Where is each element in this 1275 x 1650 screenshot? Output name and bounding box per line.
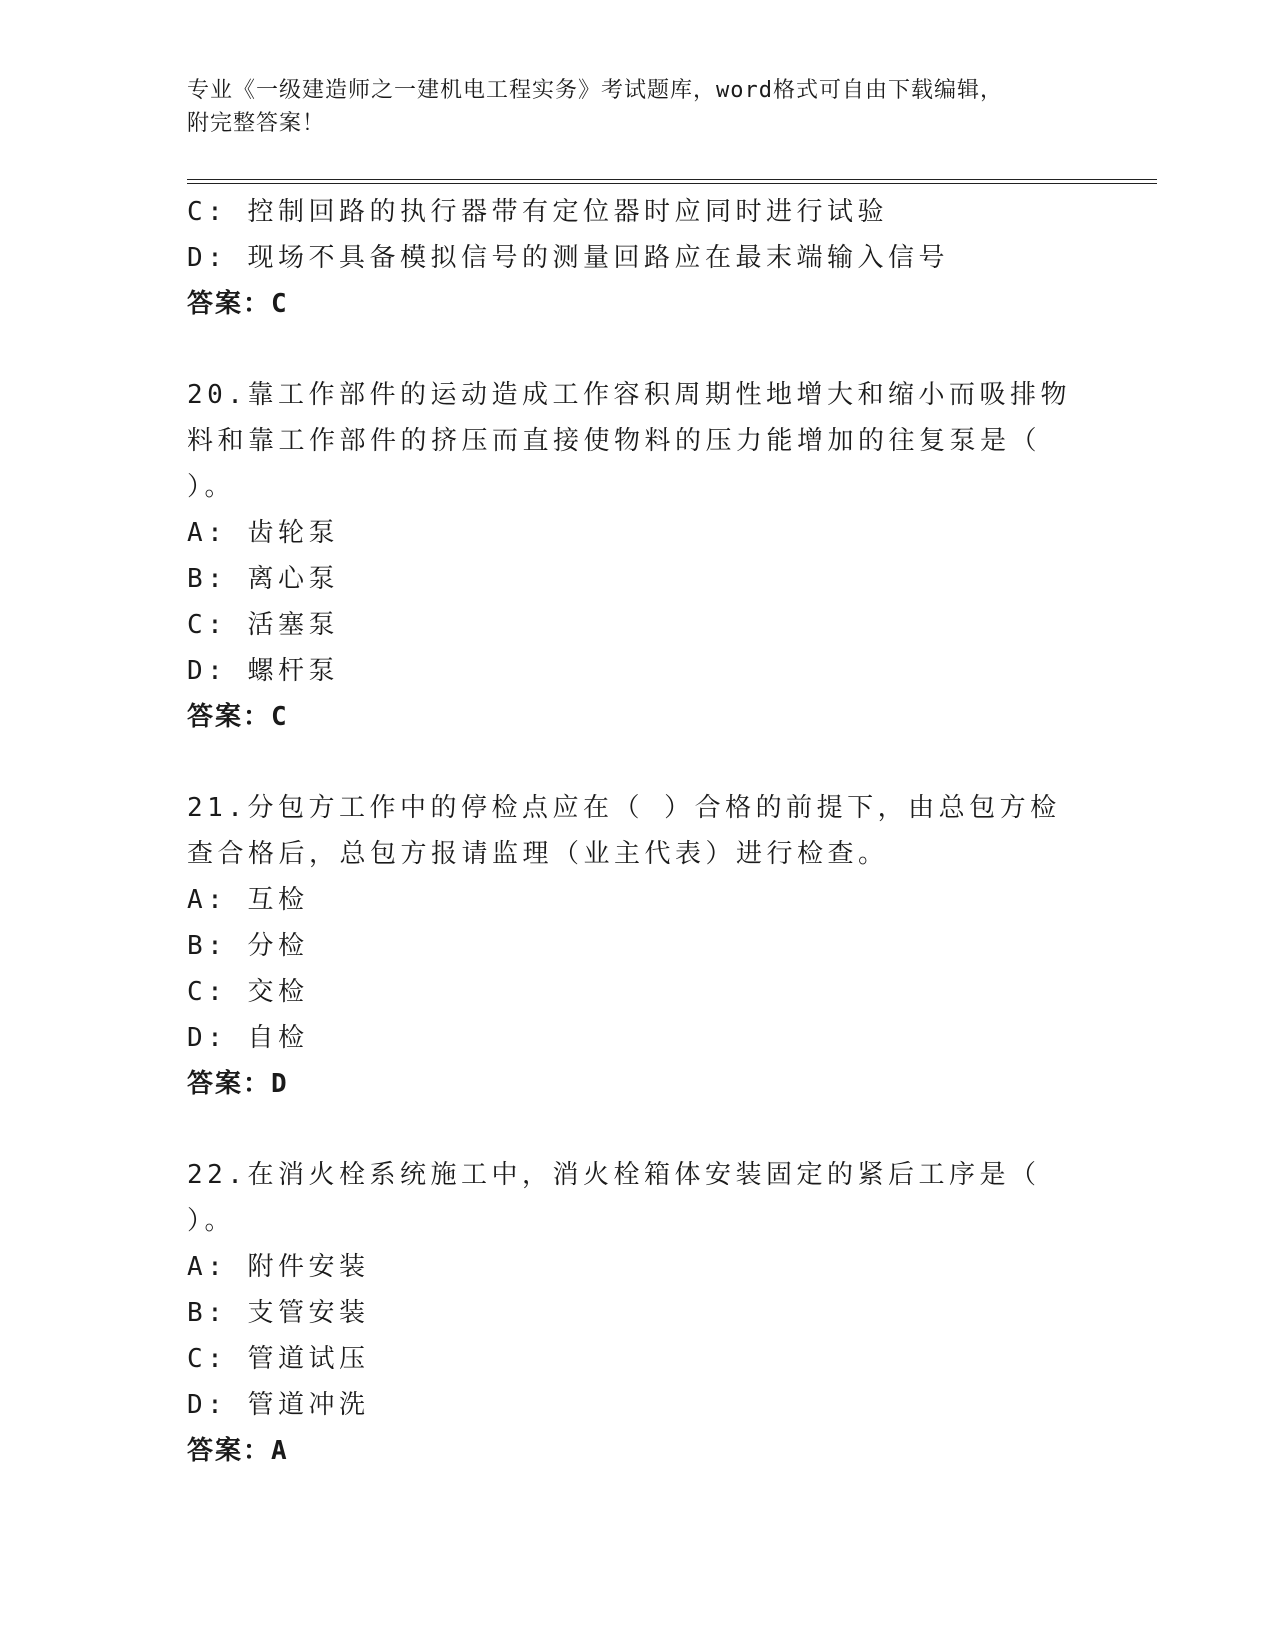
header-divider-bottom xyxy=(187,183,1157,184)
answer-line: 答案：D xyxy=(187,1069,289,1099)
option-b: B: 支管安装 xyxy=(187,1298,370,1328)
question-20 xyxy=(187,372,1087,740)
option-d: D: 现场不具备模拟信号的测量回路应在最末端输入信号 xyxy=(187,243,949,273)
option-c: C: 控制回路的执行器带有定位器时应同时进行试验 xyxy=(187,197,888,227)
question-continued xyxy=(187,189,1087,327)
question-stem: 22.在消火栓系统施工中，消火栓箱体安装固定的紧后工序是（ ）。 xyxy=(187,1160,1041,1236)
header-line-1: 专业《一级建造师之一建机电工程实务》考试题库，word格式可自由下载编辑， xyxy=(187,78,1003,103)
answer-line: 答案：C xyxy=(187,702,289,732)
option-a: A: 互检 xyxy=(187,885,309,915)
option-c: C: 交检 xyxy=(187,977,309,1007)
option-a: A: 齿轮泵 xyxy=(187,518,339,548)
question-stem: 20.靠工作部件的运动造成工作容积周期性地增大和缩小而吸排物料和靠工作部件的挤压而直接使物料的压力能增加的往复泵是（ ）。 xyxy=(187,380,1071,502)
option-d: D: 管道冲洗 xyxy=(187,1390,370,1420)
header-divider-top xyxy=(187,179,1157,180)
document-header xyxy=(187,74,1067,140)
answer-line: 答案：A xyxy=(187,1436,289,1466)
option-b: B: 离心泵 xyxy=(187,564,339,594)
option-c: C: 活塞泵 xyxy=(187,610,339,640)
question-stem: 21.分包方工作中的停检点应在（ ）合格的前提下，由总包方检查合格后，总包方报请监理（业主代表）进行检查。 xyxy=(187,793,1061,869)
question-21 xyxy=(187,785,1087,1107)
option-a: A: 附件安装 xyxy=(187,1252,370,1282)
option-b: B: 分检 xyxy=(187,931,309,961)
header-line-2: 附完整答案！ xyxy=(187,111,326,136)
option-c: C: 管道试压 xyxy=(187,1344,370,1374)
option-d: D: 螺杆泵 xyxy=(187,656,339,686)
question-22 xyxy=(187,1152,1087,1474)
option-d: D: 自检 xyxy=(187,1023,309,1053)
answer-line: 答案：C xyxy=(187,289,289,319)
question-list xyxy=(187,189,1087,1474)
